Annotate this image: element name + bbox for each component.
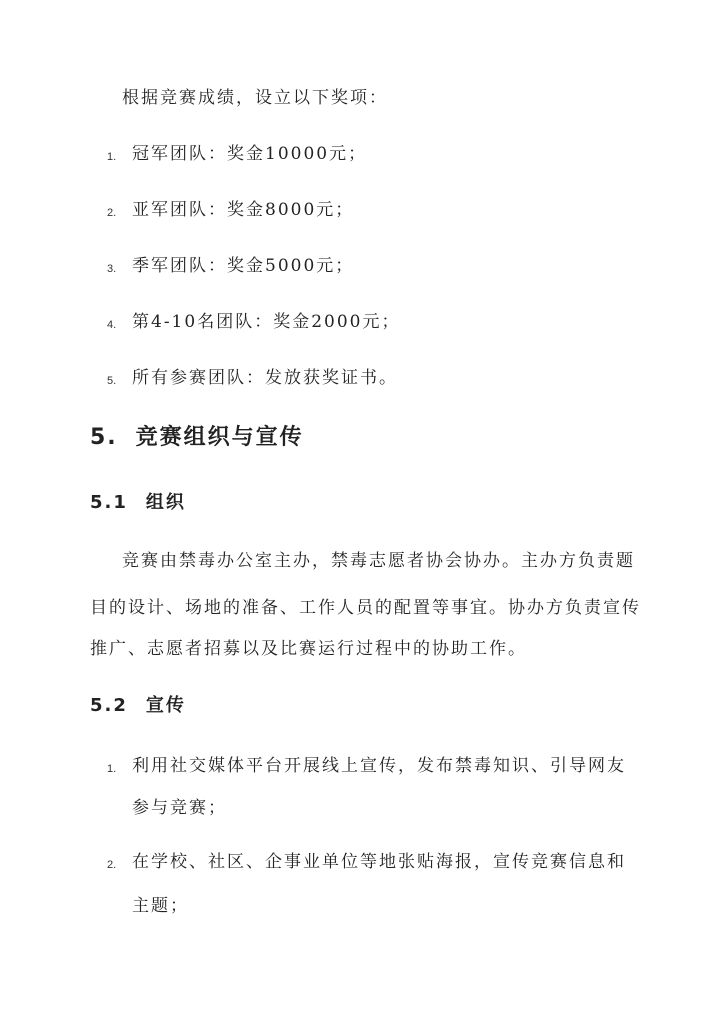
section-number: 5. [90, 425, 118, 450]
awards-intro: 根据竞赛成绩，设立以下奖项： [122, 88, 388, 108]
list-item-continuation: 参与竞赛； [132, 798, 227, 818]
list-marker: 2. [107, 859, 117, 871]
list-item-continuation: 主题； [132, 896, 189, 916]
list-item-text: 在学校、社区、企事业单位等地张贴海报，宣传竞赛信息和 [132, 852, 626, 872]
section-title: 竞赛组织与宣传 [135, 425, 304, 450]
list-item-text: 第4-10名团队：奖金2000元； [132, 312, 401, 332]
list-marker: 1. [107, 151, 117, 163]
paragraph-line: 竞赛由禁毒办公室主办，禁毒志愿者协会协办。主办方负责题 [122, 551, 635, 571]
subsection-heading [90, 494, 186, 512]
section-heading [90, 427, 304, 449]
list-marker: 1. [107, 763, 117, 775]
subsection-number: 5.2 [90, 695, 128, 716]
paragraph-line: 目的设计、场地的准备、工作人员的配置等事宜。协办方负责宣传 [90, 598, 641, 618]
subsection-number: 5.1 [90, 492, 128, 513]
subsection-title: 组织 [145, 492, 186, 513]
list-marker: 2. [107, 207, 117, 219]
list-marker: 4. [107, 319, 117, 331]
list-marker: 5. [107, 375, 117, 387]
list-item-text: 亚军团队：奖金8000元； [132, 200, 355, 220]
list-marker: 3. [107, 263, 117, 275]
list-item-text: 冠军团队：奖金10000元； [132, 144, 368, 164]
paragraph-line: 推广、志愿者招募以及比赛运行过程中的协助工作。 [90, 639, 527, 659]
list-item-text: 季军团队：奖金5000元； [132, 256, 355, 276]
list-item-text: 所有参赛团队：发放获奖证书。 [132, 368, 398, 388]
subsection-title: 宣传 [145, 695, 186, 716]
list-item-text: 利用社交媒体平台开展线上宣传，发布禁毒知识、引导网友 [132, 756, 626, 776]
subsection-heading [90, 697, 186, 715]
